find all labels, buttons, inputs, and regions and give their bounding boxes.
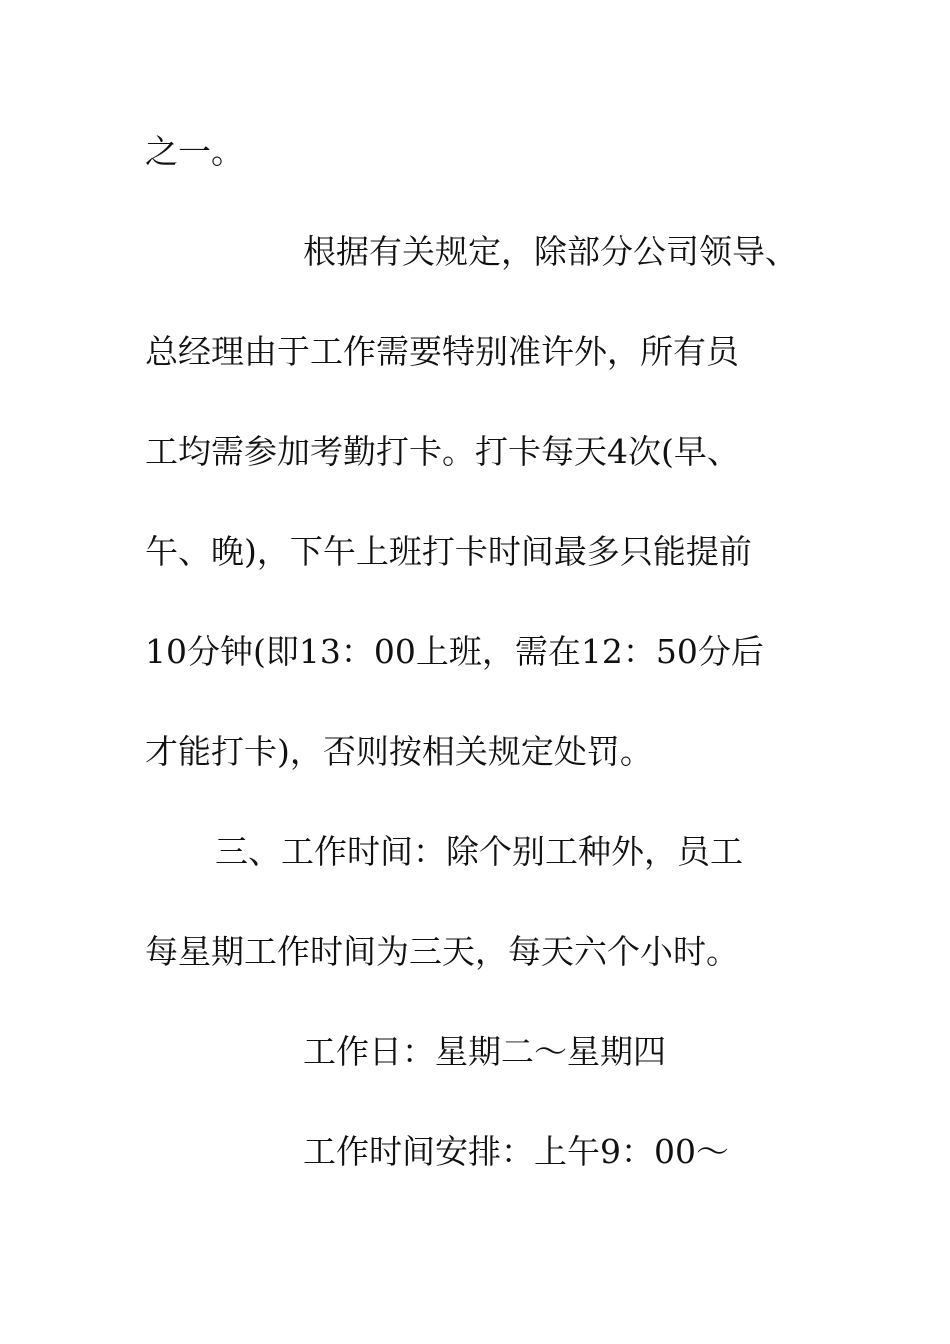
workday-line: 工作日：星期二～星期四 — [303, 1032, 666, 1071]
paragraph-line: 之一。 — [145, 132, 244, 171]
paragraph-line: 总经理由于工作需要特别准许外，所有员 — [145, 332, 739, 371]
paragraph-line: 午、晚)，下午上班打卡时间最多只能提前 — [145, 532, 752, 571]
paragraph-line: 10分钟(即13：00上班，需在12：50分后 — [145, 632, 764, 671]
paragraph-line: 才能打卡)，否则按相关规定处罚。 — [145, 732, 653, 771]
section-heading-line: 三、工作时间：除个别工种外，员工 — [215, 832, 743, 871]
paragraph-line: 每星期工作时间为三天，每天六个小时。 — [145, 932, 739, 971]
schedule-line: 工作时间安排：上午9：00～ — [303, 1132, 729, 1171]
paragraph-line: 工均需参加考勤打卡。打卡每天4次(早、 — [145, 432, 740, 471]
paragraph-line: 根据有关规定，除部分公司领导、 — [303, 232, 798, 271]
